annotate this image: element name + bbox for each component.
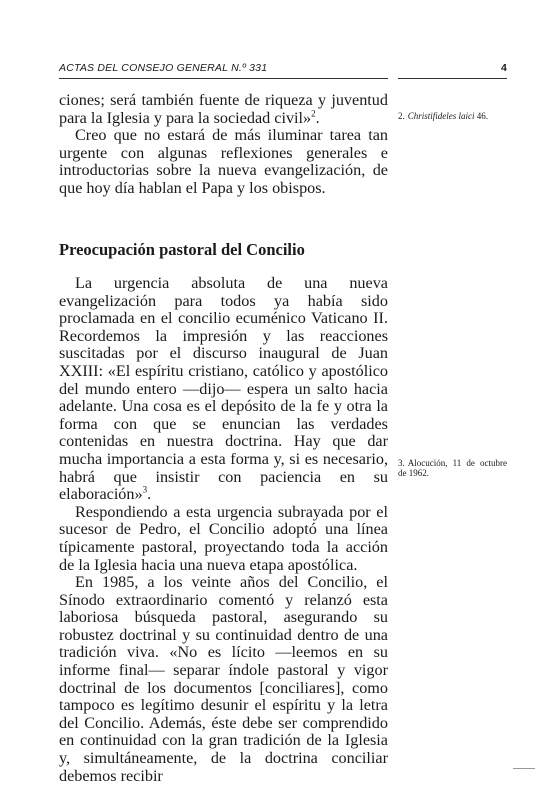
header-rule: [59, 78, 388, 79]
footer-rule: [513, 768, 535, 769]
header-rule-margin: [398, 78, 507, 79]
section-heading: Preocupación pastoral del Concilio: [59, 240, 305, 259]
paragraph: ciones; será también fuente de riqueza y juventud para la Iglesia y para la sociedad civil»$^2$.: [59, 91, 388, 127]
paragraph: Creo que no estará de más iluminar tarea tan urgente con algunas reflexiones generales e introductorias sobre la nueva evangelización, de que hoy día hablan el Papa y los obispos.: [59, 126, 388, 197]
text-block-intro: [59, 92, 388, 198]
margin-note-2: 2. Christifideles laici 46.: [398, 111, 488, 121]
paragraph: La urgencia absoluta de una nueva evangelización para todos ya había sido proclamada en el concilio ecuménico Vaticano II. Recordemos la impresión y las reacciones suscitadas por el discurso inaugural de Juan XXIII: «El espíritu cristiano, católico y apostólico del mundo entero —dijo— espera un salto hacia adelante. Una cosa es el depósito de la fe y otra la forma con que se enuncian las verdades contenidas en nuestra doctrina. Hay que dar mucha importancia a esta forma y, si es necesario, habrá que insistir con paciencia en su elaboración»$^3$.: [59, 274, 388, 504]
running-title: ACTAS DEL CONSEJO GENERAL N.º 331: [59, 62, 268, 74]
margin-note-3: 3. Alocución, 11 de octubre de 1962.: [398, 458, 507, 478]
footnote-ref: 3: [142, 484, 148, 495]
footnote-ref: 2: [311, 108, 316, 119]
paragraph: Respondiendo a esta urgencia subrayada por el sucesor de Pedro, el Concilio adoptó una línea típicamente pastoral, proyectando toda la acción de la Iglesia hacia una nueva etapa apostólica.: [59, 502, 388, 574]
paragraph: En 1985, a los veinte años del Concilio, el Sínodo extraordinario comentó y relanzó esta laboriosa búsqueda pastoral, asegurando su robustez doctrinal y su continuidad dentro de una tradición viva. «No es lícito —leemos en su informe final— separar índole pastoral y vigor doctrinal de los documentos [conciliares], como tampoco es legítimo desunir el espíritu y la letra del Concilio. Además, éste debe ser comprendido en continuidad con la gran tradición de la Iglesia y, simultáneamente, de la doctrina conciliar debemos recibir: [59, 573, 388, 785]
page-number: 4: [500, 62, 507, 74]
text-block-section: [59, 275, 388, 785]
running-header: [59, 62, 507, 76]
